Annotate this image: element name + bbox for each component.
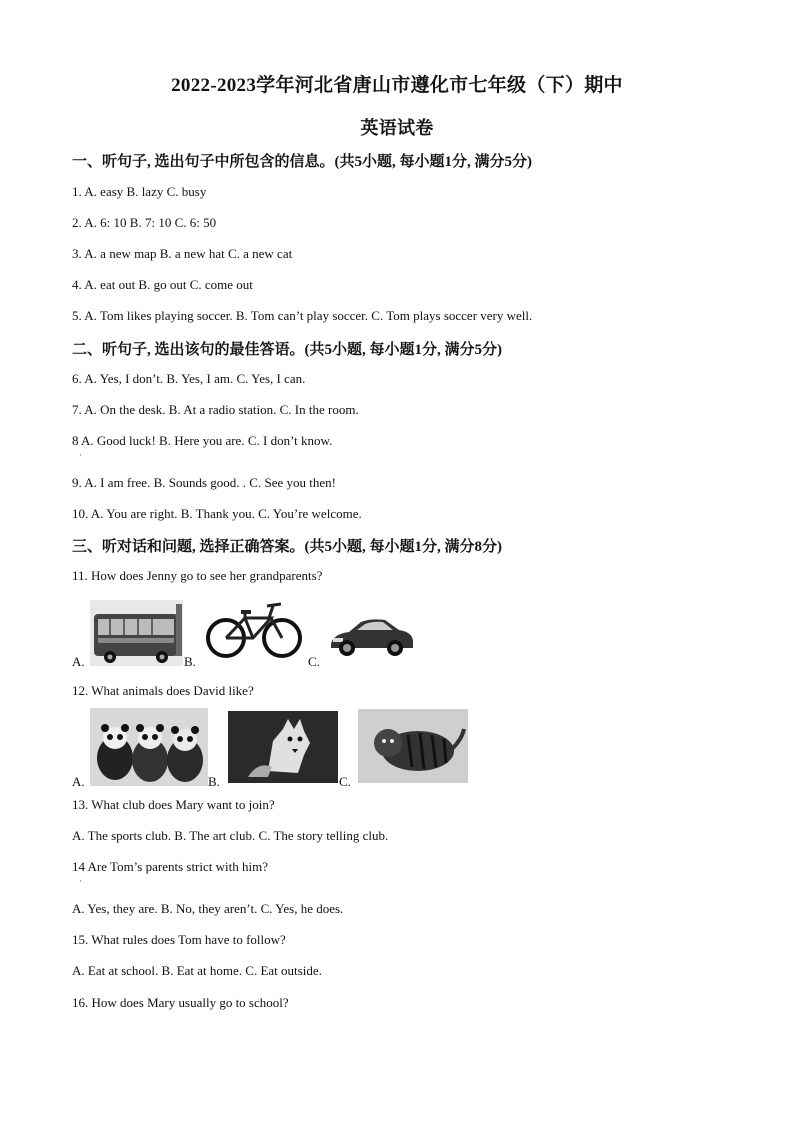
- car-image: [327, 612, 415, 660]
- question-12: 12. What animals does David like?: [72, 683, 254, 698]
- section-2-heading: 二、听句子, 选出该句的最佳答语。(共5小题, 每小题1分, 满分5分): [72, 342, 502, 358]
- option-c-label: C.: [339, 774, 351, 789]
- option-c-label: C.: [308, 654, 320, 669]
- question-13-options: A. The sports club. B. The art club. C. The story telling club.: [72, 828, 389, 843]
- question-14: 14 Are Tom’s parents strict with him?: [72, 859, 268, 874]
- question-3: 3. A. a new map B. a new hat C. a new cat: [72, 246, 293, 261]
- wolf-image: [228, 711, 338, 783]
- question-13: 13. What club does Mary want to join?: [72, 797, 275, 812]
- question-11: 11. How does Jenny go to see her grandparents?: [72, 568, 323, 583]
- bus-image: [90, 600, 183, 666]
- question-5: 5. A. Tom likes playing soccer. B. Tom can’t play soccer. C. Tom plays soccer very well.: [72, 308, 533, 323]
- option-a-label: A.: [72, 654, 85, 669]
- stray-mark: ·: [79, 876, 82, 886]
- question-2: 2. A. 6: 10 B. 7: 10 C. 6: 50: [72, 215, 217, 230]
- question-14-options: A. Yes, they are. B. No, they aren’t. C. Yes, he does.: [72, 901, 344, 916]
- question-16: 16. How does Mary usually go to school?: [72, 995, 289, 1010]
- question-6: 6. A. Yes, I don’t. B. Yes, I am. C. Yes, I can.: [72, 371, 306, 386]
- question-9: 9. A. I am free. B. Sounds good. . C. See you then!: [72, 475, 336, 490]
- question-1: 1. A. easy B. lazy C. busy: [72, 184, 207, 199]
- option-a-label: A.: [72, 774, 85, 789]
- question-15-options: A. Eat at school. B. Eat at home. C. Eat outside.: [72, 963, 322, 978]
- pandas-image: [90, 708, 208, 786]
- exam-title: 2022-2023学年河北省唐山市遵化市七年级（下）期中: [171, 75, 623, 96]
- question-15: 15. What rules does Tom have to follow?: [72, 932, 286, 947]
- tiger-image: [358, 709, 468, 783]
- option-b-label: B.: [184, 654, 196, 669]
- bicycle-image: [205, 598, 303, 660]
- section-3-heading: 三、听对话和问题, 选择正确答案。(共5小题, 每小题1分, 满分8分): [72, 539, 502, 555]
- exam-subtitle: 英语试卷: [360, 118, 434, 138]
- question-4: 4. A. eat out B. go out C. come out: [72, 277, 253, 292]
- option-b-label: B.: [208, 774, 220, 789]
- question-7: 7. A. On the desk. B. At a radio station. C. In the room.: [72, 402, 359, 417]
- section-1-heading: 一、听句子, 选出句子中所包含的信息。(共5小题, 每小题1分, 满分5分): [72, 154, 532, 170]
- stray-mark: ·: [79, 450, 82, 460]
- question-8: 8 A. Good luck! B. Here you are. C. I don’t know.: [72, 433, 333, 448]
- question-10: 10. A. You are right. B. Thank you. C. You’re welcome.: [72, 506, 362, 521]
